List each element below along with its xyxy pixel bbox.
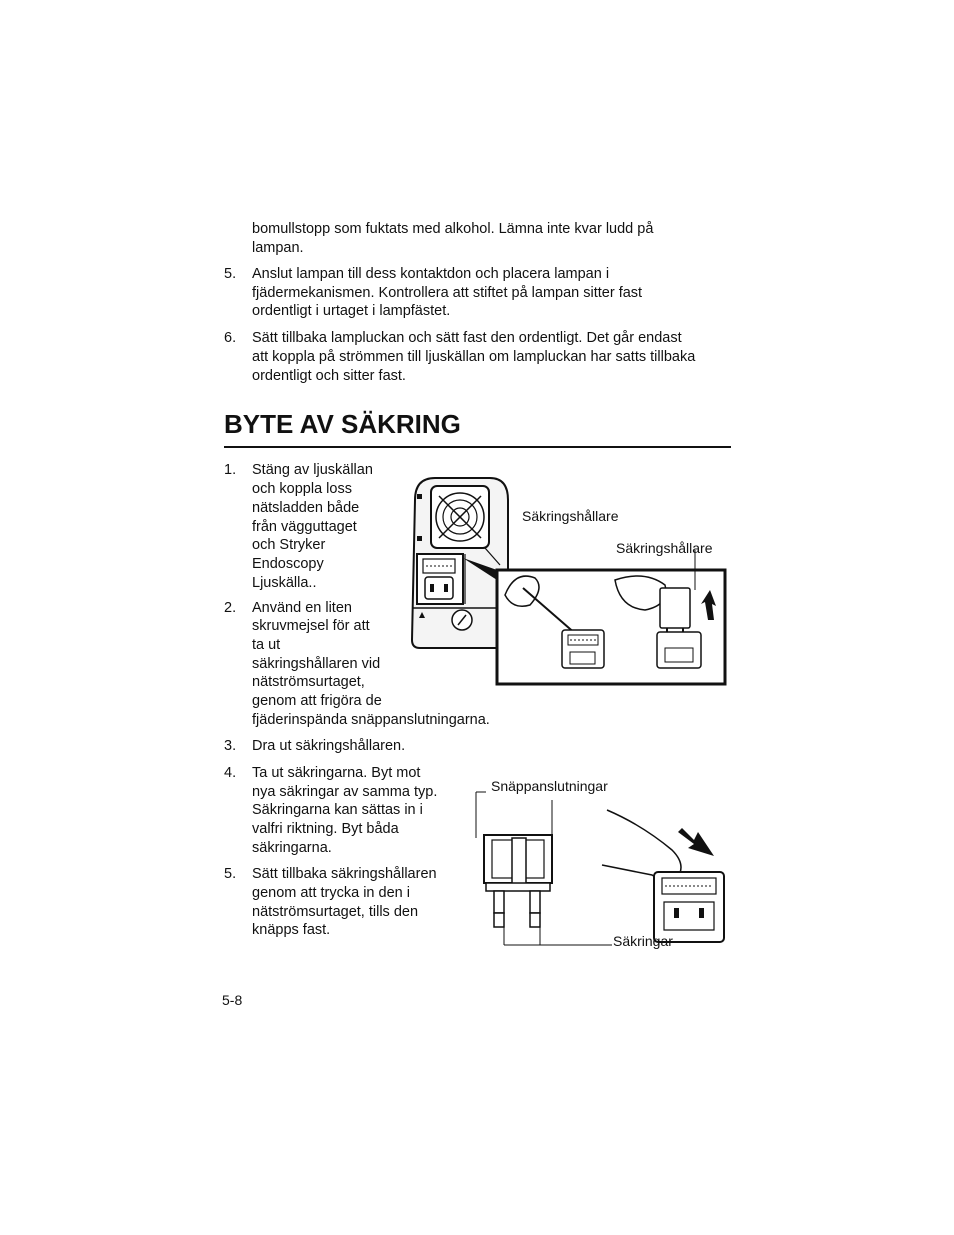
step-1-line-1: Stäng av ljuskällan xyxy=(252,462,373,478)
step-3-line-1: Dra ut säkringshållaren. xyxy=(252,738,406,754)
step-4-line-4: valfri riktning. Byt båda xyxy=(252,821,399,837)
step-5-line-4: knäpps fast. xyxy=(252,922,331,938)
intro-continuation-line-2: lampan. xyxy=(252,240,304,256)
step-2-line-4: säkringshållaren vid xyxy=(252,656,381,672)
snap-connectors-label: Snäppanslutningar xyxy=(491,778,608,794)
step-1-line-7: Ljuskälla.. xyxy=(252,575,317,591)
step-2-line-7: fjäderinspända snäppanslutningarna. xyxy=(252,712,490,728)
step-1-line-2: och koppla loss xyxy=(252,481,352,497)
fuse-holder-label-a: Säkringshållare xyxy=(522,508,619,524)
intro-item-6-line-1: Sätt tillbaka lampluckan och sätt fast den ordentligt. Det går endast xyxy=(252,330,682,346)
step-2-number: 2. xyxy=(224,600,237,616)
intro-item-5-line-3: ordentligt i urtaget i lampfästet. xyxy=(252,303,451,319)
fuse-holder-removal-illustration xyxy=(405,470,735,690)
intro-item-5-line-2: fjädermekanismen. Kontrollera att stiftet på lampan sitter fast xyxy=(252,285,643,301)
intro-item-5-number: 5. xyxy=(224,266,237,282)
step-1-line-6: Endoscopy xyxy=(252,556,324,572)
intro-item-6-number: 6. xyxy=(224,330,237,346)
step-3-number: 3. xyxy=(224,738,237,754)
step-1-line-4: från vägguttaget xyxy=(252,519,357,535)
step-2-line-6: genom att frigöra de xyxy=(252,693,382,709)
intro-continuation-line-1: bomullstopp som fuktats med alkohol. Lämna inte kvar ludd på xyxy=(252,221,654,237)
intro-item-5-line-1: Anslut lampan till dess kontaktdon och placera lampan i xyxy=(252,266,610,282)
fuse-holder-label-b: Säkringshållare xyxy=(616,540,713,556)
step-4-line-3: Säkringarna kan sättas in i xyxy=(252,802,423,818)
step-1-line-3: nätsladden både xyxy=(252,500,360,516)
step-5-line-1: Sätt tillbaka säkringshållaren xyxy=(252,866,437,882)
step-5-line-2: genom att trycka in den i xyxy=(252,885,410,901)
page-number: 5-8 xyxy=(222,992,243,1008)
step-2-line-2: skruvmejsel för att xyxy=(252,618,370,634)
fuses-label: Säkringar xyxy=(613,933,673,949)
step-1-number: 1. xyxy=(224,462,237,478)
section-title-rule xyxy=(224,446,731,448)
fuse-replacement-illustration xyxy=(472,790,732,955)
step-4-line-1: Ta ut säkringarna. Byt mot xyxy=(252,765,421,781)
step-4-number: 4. xyxy=(224,765,237,781)
section-title: BYTE AV SÄKRING xyxy=(224,409,461,439)
step-5-line-3: nätströmsurtaget, tills den xyxy=(252,904,419,920)
step-2-line-5: nätströmsurtaget, xyxy=(252,674,365,690)
intro-item-6-line-3: ordentligt och sitter fast. xyxy=(252,368,406,384)
step-4-line-2: nya säkringar av samma typ. xyxy=(252,784,438,800)
intro-item-6-line-2: att koppla på strömmen till ljuskällan om lampluckan har satts tillbaka xyxy=(252,349,696,365)
step-5-number: 5. xyxy=(224,866,237,882)
step-2-line-3: ta ut xyxy=(252,637,281,653)
step-4-line-5: säkringarna. xyxy=(252,840,332,856)
step-1-line-5: och Stryker xyxy=(252,537,326,553)
step-2-line-1: Använd en liten xyxy=(252,600,352,616)
